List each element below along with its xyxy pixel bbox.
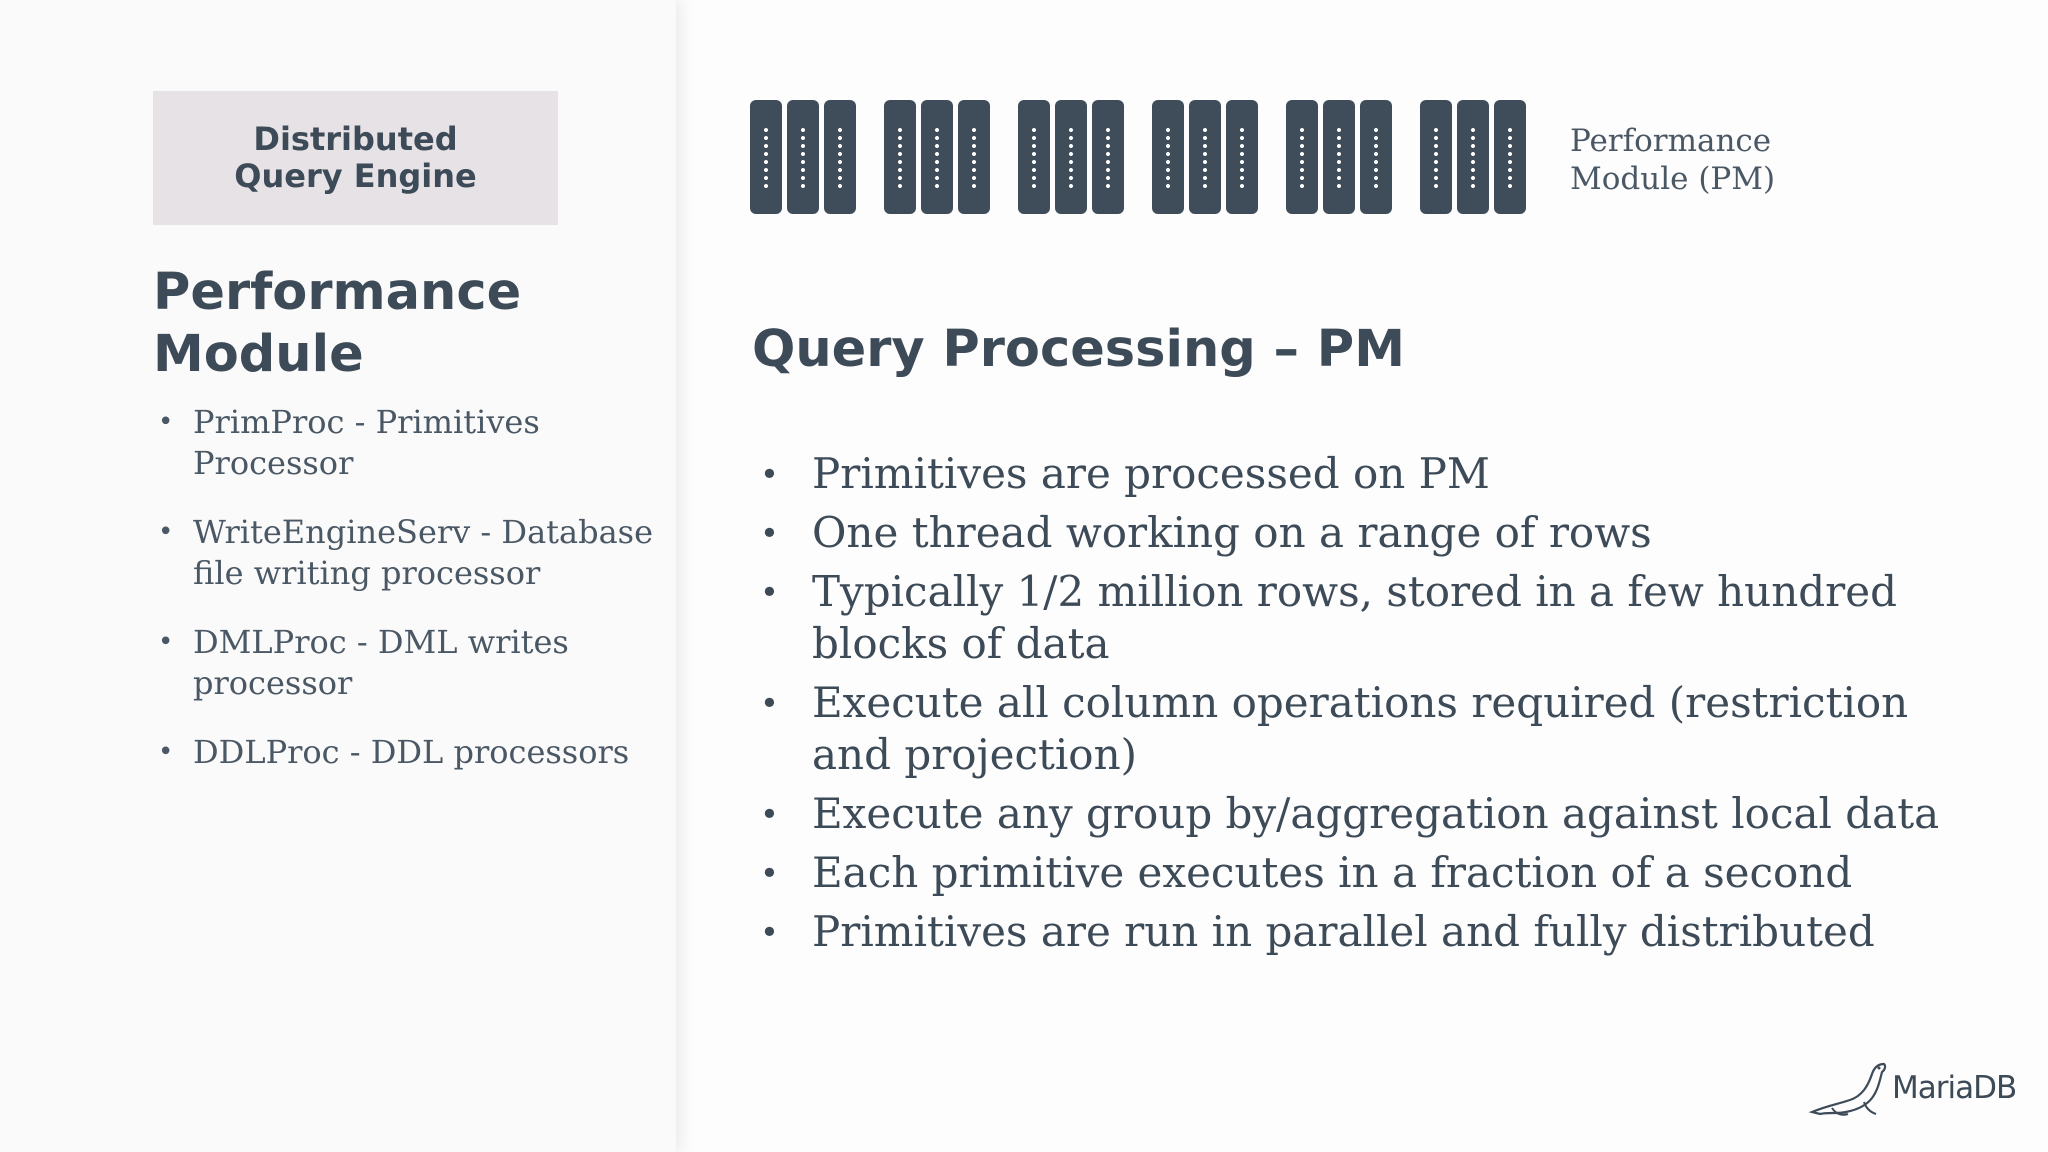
tag-line-1: Distributed: [253, 120, 458, 158]
server-rack-icon: [1323, 100, 1355, 214]
tag-line-2: Query Engine: [234, 157, 477, 195]
pm-label: [1570, 122, 1775, 198]
performance-module-title: [153, 262, 521, 386]
query-processing-list: [754, 448, 1994, 965]
list-item: • Execute all column operations required (restriction and projection): [754, 677, 1994, 781]
list-item: • Execute any group by/aggregation against local data: [754, 788, 1994, 840]
pm-label-line-1: Performance: [1570, 123, 1772, 159]
list-item: • Primitives are processed on PM: [754, 448, 1994, 500]
server-rack-icon: [921, 100, 953, 214]
left-title-line-2: Module: [153, 325, 364, 384]
server-group: [1286, 100, 1394, 214]
server-rack-icon: [1018, 100, 1050, 214]
server-rack-icon: [1420, 100, 1452, 214]
page-title: Query Processing – PM: [752, 320, 1405, 379]
server-rack-icon: [1092, 100, 1124, 214]
list-item: • Typically 1/2 million rows, stored in a few hundred blocks of data: [754, 566, 1994, 670]
list-item: • Each primitive executes in a fraction of a second: [754, 847, 1994, 899]
server-rack-icon: [787, 100, 819, 214]
server-rack-icon: [824, 100, 856, 214]
list-item: • DDLProc - DDL processors: [153, 732, 653, 773]
server-rack-icon: [1457, 100, 1489, 214]
left-title-line-1: Performance: [153, 263, 522, 322]
server-rack-icon: [1055, 100, 1087, 214]
list-item: • DMLProc - DML writes processor: [153, 622, 653, 704]
list-item: • PrimProc - Primitives Processor: [153, 402, 653, 484]
server-group: [750, 100, 858, 214]
server-rack-icon: [750, 100, 782, 214]
server-rack-icon: [1152, 100, 1184, 214]
server-rack-icon: [1226, 100, 1258, 214]
mariadb-logo: [1808, 1056, 2017, 1120]
server-rack-icon: [958, 100, 990, 214]
server-rack-icon: [1286, 100, 1318, 214]
pm-label-line-2: Module (PM): [1570, 161, 1776, 197]
server-group: [1018, 100, 1126, 214]
server-rack-icon: [1189, 100, 1221, 214]
server-rack-icon: [884, 100, 916, 214]
list-item: • One thread working on a range of rows: [754, 507, 1994, 559]
list-item: • Primitives are run in parallel and fully distributed: [754, 906, 1994, 958]
process-list: [153, 402, 653, 801]
server-group: [1420, 100, 1528, 214]
distributed-query-engine-tag: [153, 91, 558, 225]
server-rack-icon: [1494, 100, 1526, 214]
logo-text: MariaDB: [1892, 1070, 2017, 1106]
sea-lion-icon: [1808, 1056, 1892, 1120]
server-rack-icon: [1360, 100, 1392, 214]
server-group: [1152, 100, 1260, 214]
server-racks-illustration: [750, 100, 1530, 214]
server-group: [884, 100, 992, 214]
list-item: • WriteEngineServ - Database file writing processor: [153, 512, 653, 594]
